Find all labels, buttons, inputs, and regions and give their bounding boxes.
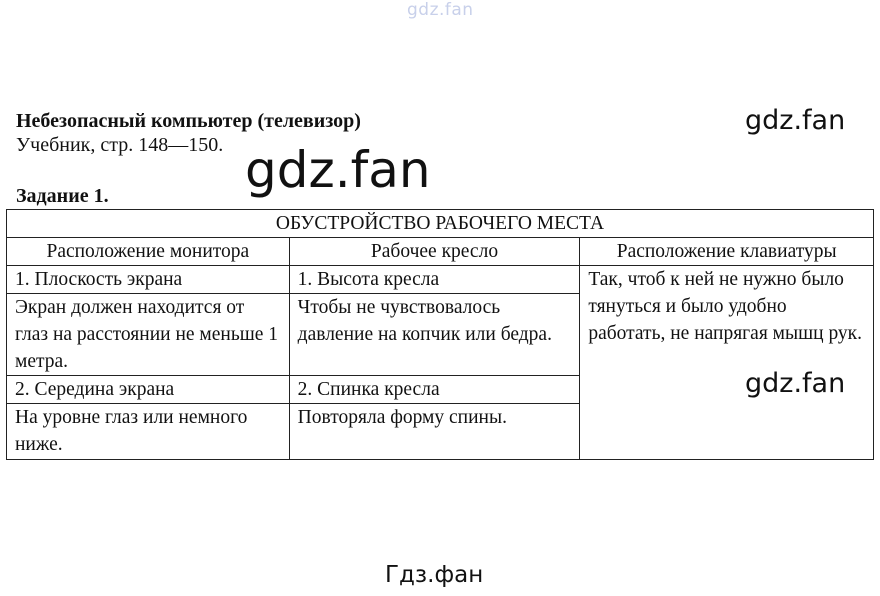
monitor-item2-title: 2. Середина экрана [7, 376, 290, 404]
textbook-reference: Учебник, стр. 148—150. [16, 134, 224, 156]
chair-item1-title: 1. Высота кресла [289, 266, 580, 294]
keyboard-description: Так, чтоб к ней не нужно было тянуться и было удобно работать, не напрягая мышц рук. [580, 266, 874, 460]
chair-item2-text: Повторяла форму спины. [289, 404, 580, 460]
document-title: Небезопасный компьютер (телевизор) [16, 110, 361, 132]
task-heading: Задание 1. [16, 185, 109, 207]
watermark-large: gdz.fan [245, 141, 431, 199]
column-header-keyboard: Расположение клавиатуры [580, 238, 874, 266]
monitor-item2-text: На уровне глаз или немного ниже. [7, 404, 290, 460]
watermark-top: gdz.fan [407, 0, 474, 20]
table-header: ОБУСТРОЙСТВО РАБОЧЕГО МЕСТА [7, 210, 874, 238]
column-header-chair: Рабочее кресло [289, 238, 580, 266]
watermark-right-lower: gdz.fan [745, 368, 846, 399]
watermark-right-upper: gdz.fan [745, 105, 846, 136]
column-header-monitor: Расположение монитора [7, 238, 290, 266]
chair-item2-title: 2. Спинка кресла [289, 376, 580, 404]
monitor-item1-title: 1. Плоскость экрана [7, 266, 290, 294]
monitor-item1-text: Экран должен находится от глаз на расстоянии не меньше 1 метра. [7, 294, 290, 376]
chair-item1-text: Чтобы не чувствовалось давление на копчик или бедра. [289, 294, 580, 376]
watermark-bottom: Гдз.фан [385, 562, 484, 588]
workplace-table [6, 209, 874, 460]
